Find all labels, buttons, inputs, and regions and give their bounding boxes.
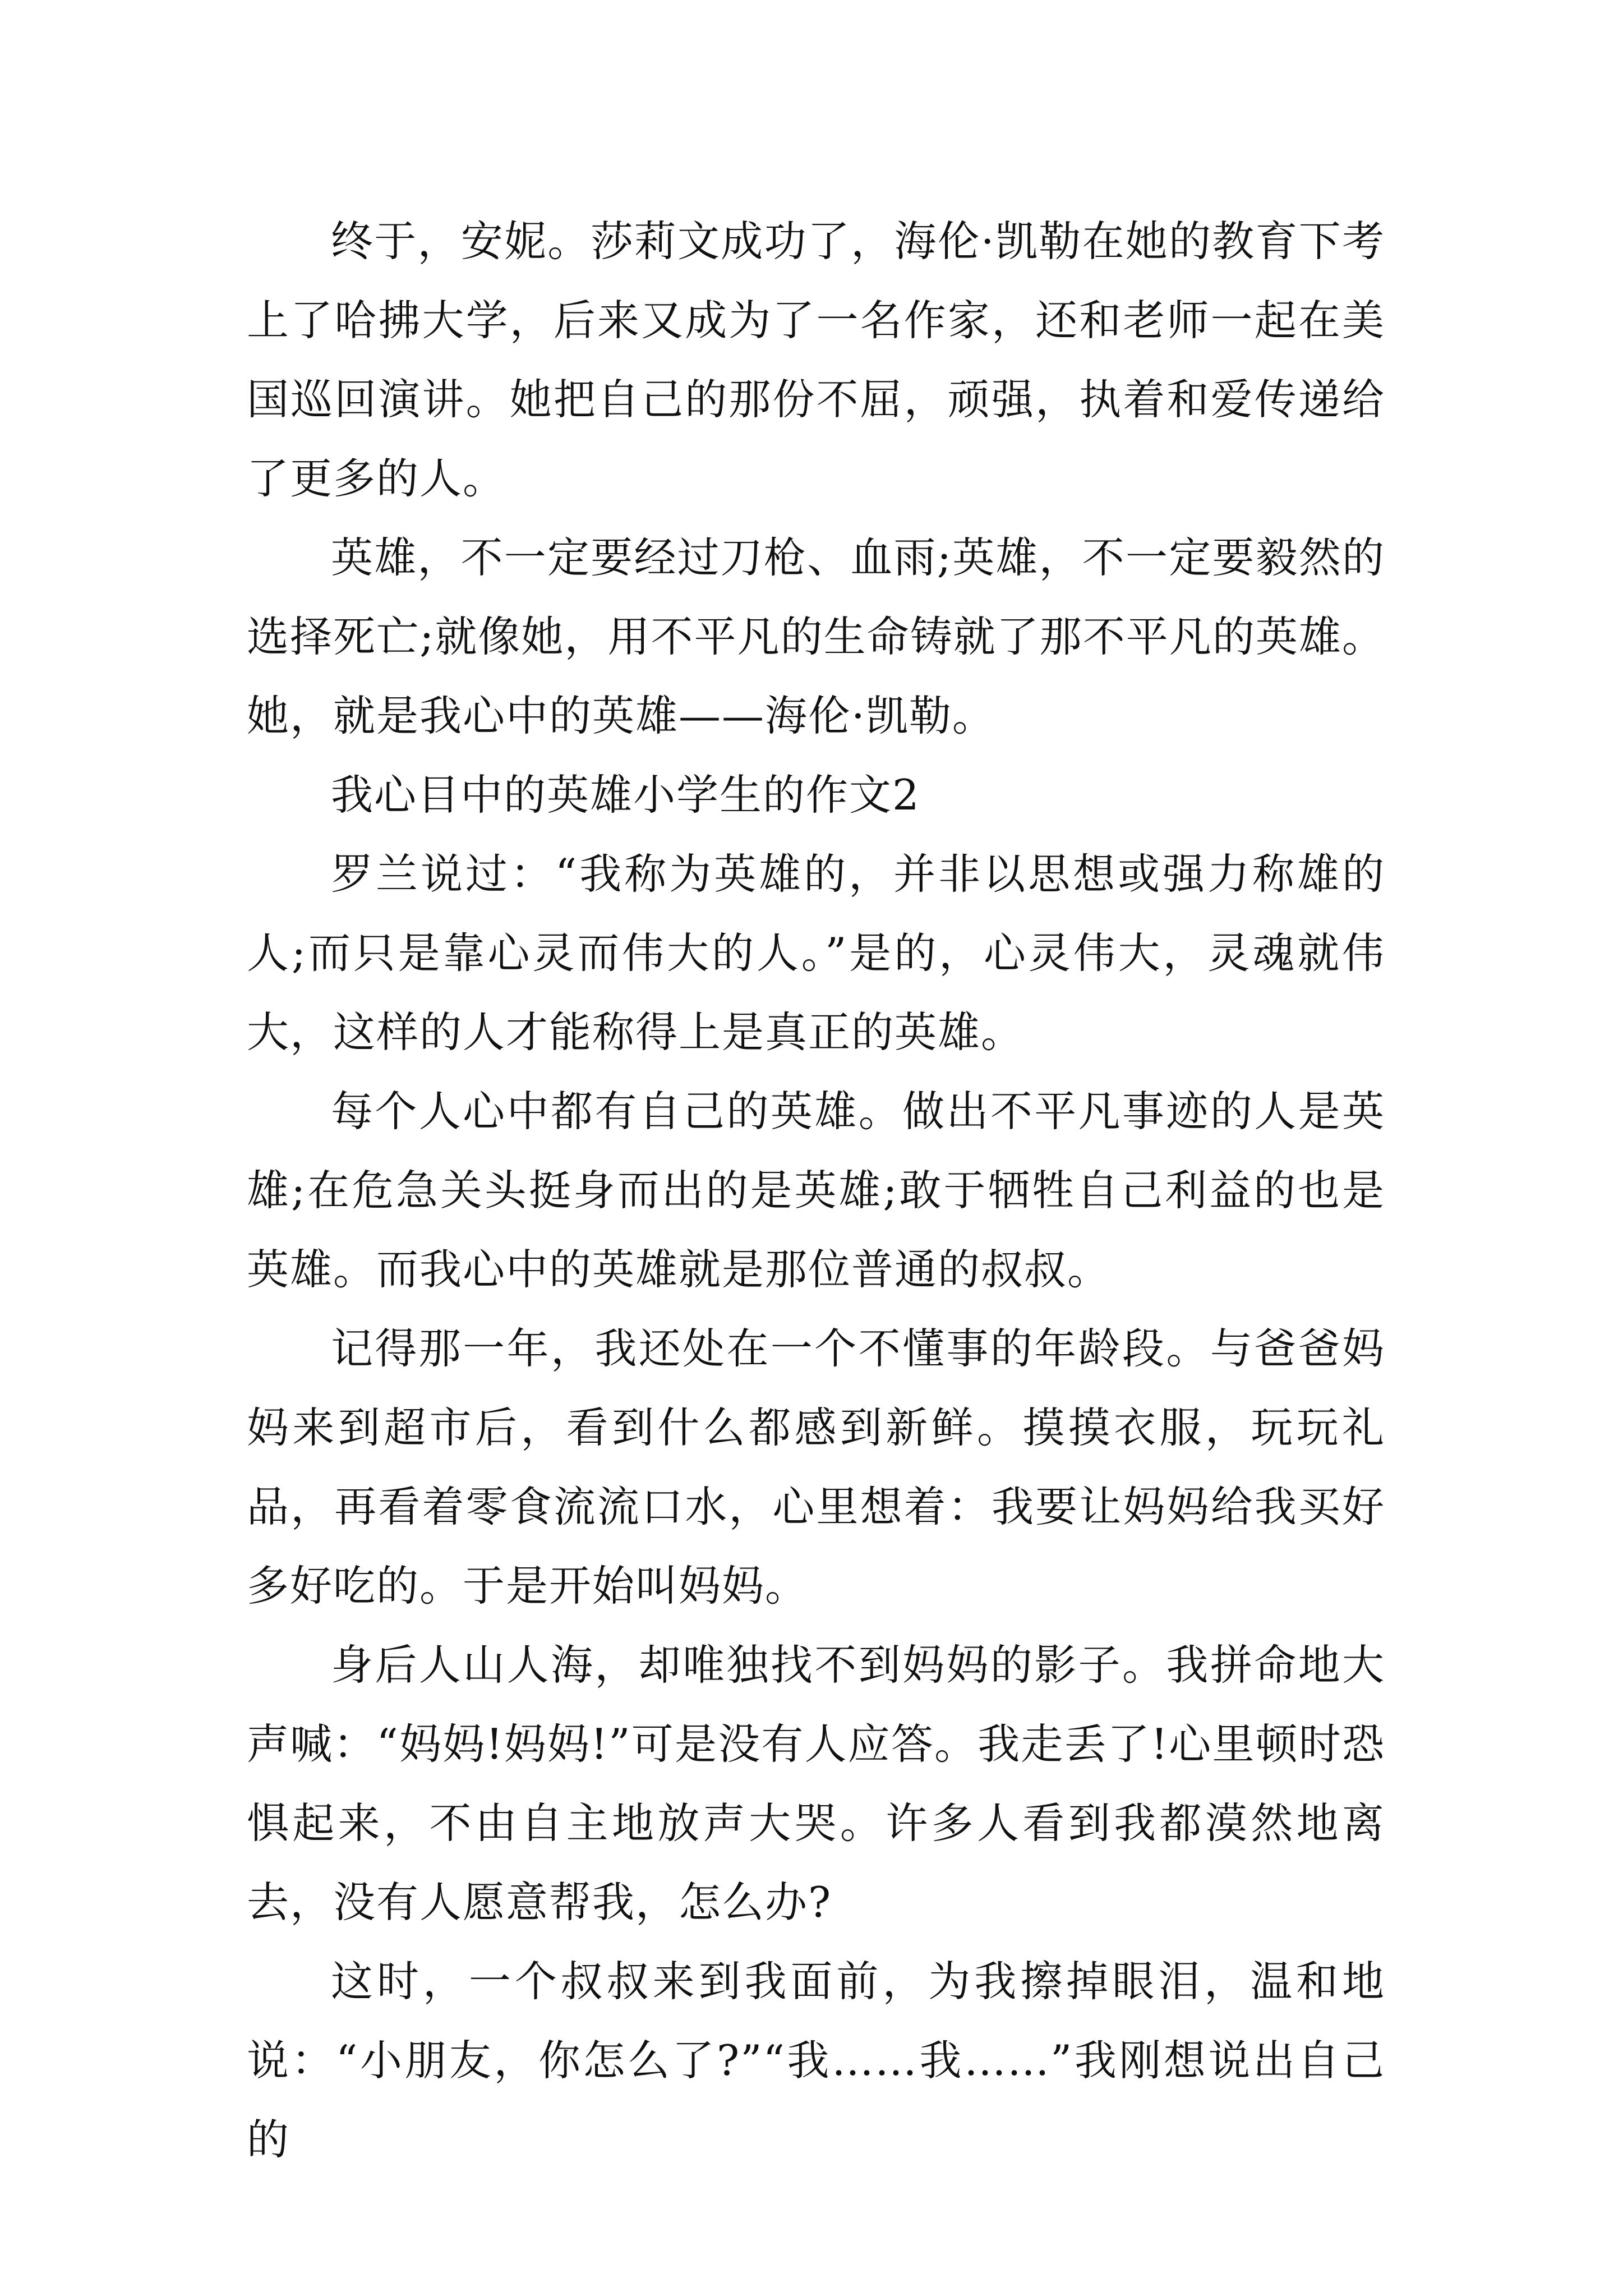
paragraph-5: 记得那一年，我还处在一个不懂事的年龄段。与爸爸妈妈来到超市后，看到什么都感到新鲜。摸摸衣服，玩玩礼品，再看着零食流流口水，心里想着：我要让妈妈给我买好多好吃的。于是开始叫妈妈。 <box>247 1324 1385 1611</box>
paragraph-6: 身后人山人海，却唯独找不到妈妈的影子。我拼命地大声喊：“妈妈!妈妈!”可是没有人应答。我走丢了!心里顿时恐惧起来，不由自主地放声大哭。许多人看到我都漠然地离去，没有人愿意帮我，怎么办? <box>247 1640 1385 1927</box>
paragraph-3: 罗兰说过：“我称为英雄的，并非以思想或强力称雄的人;而只是靠心灵而伟大的人。”是的，心灵伟大，灵魂就伟大，这样的人才能称得上是真正的英雄。 <box>247 849 1385 1057</box>
essay-body <box>247 202 1385 2179</box>
essay-title: 我心目中的英雄小学生的作文2 <box>331 770 920 820</box>
paragraph-7: 这时，一个叔叔来到我面前，为我擦掉眼泪，温和地说：“小朋友，你怎么了?”“我……我……”我刚想说出自己的 <box>247 1957 1385 2164</box>
paragraph-1: 终于，安妮。莎莉文成功了，海伦·凯勒在她的教育下考上了哈拂大学，后来又成为了一名作家，还和老师一起在美国巡回演讲。她把自己的那份不屈，顽强，执着和爱传递给了更多的人。 <box>247 217 1385 503</box>
paragraph-4: 每个人心中都有自己的英雄。做出不平凡事迹的人是英雄;在危急关头挺身而出的是英雄;敢于牺牲自己利益的也是英雄。而我心中的英雄就是那位普通的叔叔。 <box>247 1087 1385 1294</box>
paragraph-2: 英雄，不一定要经过刀枪、血雨;英雄，不一定要毅然的选择死亡;就像她，用不平凡的生命铸就了那不平凡的英雄。她，就是我心中的英雄——海伦·凯勒。 <box>247 533 1385 740</box>
